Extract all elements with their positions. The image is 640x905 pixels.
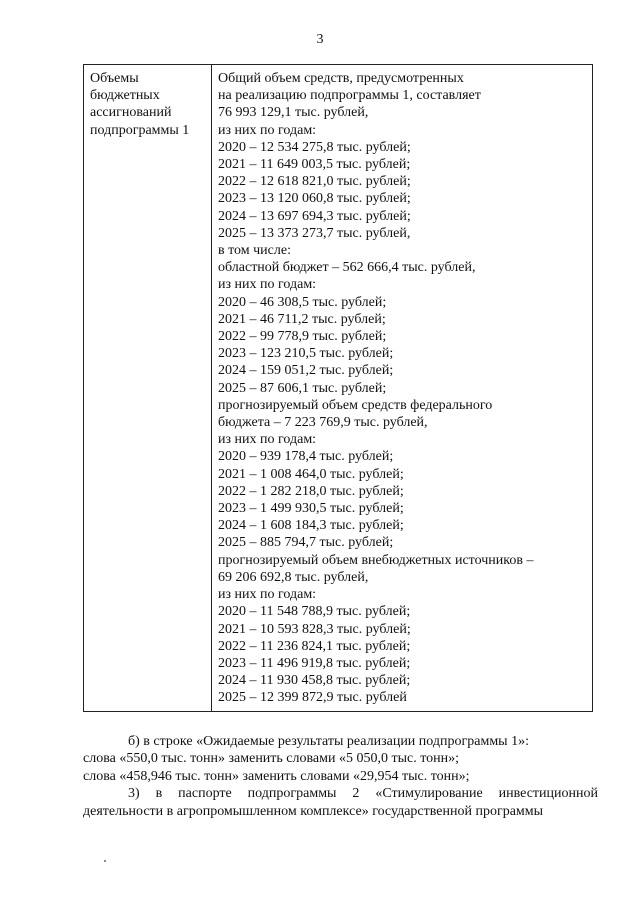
body-paragraph: б) в строке «Ожидаемые результаты реализации подпрограммы 1»: [128,734,529,749]
content-line: из них по годам: [218,277,317,293]
content-line: из них по годам: [218,587,317,603]
budget-table [83,64,593,712]
content-line: 2022 – 11 236 824,1 тыс. рублей; [218,638,411,654]
content-line: бюджета – 7 223 769,9 тыс. рублей, [218,415,428,431]
body-paragraph: слова «550,0 тыс. тонн» заменить словами «5 050,0 тыс. тонн»; [83,751,460,767]
content-line: 69 206 692,8 тыс. рублей, [218,569,369,585]
content-line: 2021 – 10 593 828,3 тыс. рублей; [218,621,411,637]
content-line: 2022 – 99 778,9 тыс. рублей; [218,329,387,345]
content-line: 2020 – 12 534 275,8 тыс. рублей; [218,139,411,155]
scan-speck [104,860,106,862]
content-line: 2021 – 1 008 464,0 тыс. рублей; [218,466,404,482]
content-line: 2022 – 1 282 218,0 тыс. рублей; [218,483,404,499]
content-line: 2022 – 12 618 821,0 тыс. рублей; [218,174,411,190]
content-line: 2020 – 46 308,5 тыс. рублей; [218,294,387,310]
content-line: на реализацию подпрограммы 1, составляет [218,88,481,104]
content-line: 2024 – 1 608 184,3 тыс. рублей; [218,518,404,534]
content-line: прогнозируемый объем внебюджетных источников – [218,552,534,568]
content-line: из них по годам: [218,122,317,138]
content-line: Общий объем средств, предусмотренных [218,71,464,86]
row-label-line: ассигнований [90,105,172,121]
content-line: 2020 – 11 548 788,9 тыс. рублей; [218,604,411,620]
content-line: 2023 – 11 496 919,8 тыс. рублей; [218,655,411,671]
body-paragraph: слова «458,946 тыс. тонн» заменить словами «29,954 тыс. тонн»; [83,768,470,784]
content-line: 2025 – 13 373 273,7 тыс. рублей, [218,225,411,241]
page-number: 3 [316,32,324,47]
row-label-line: бюджетных [90,88,160,104]
row-content-cell [212,65,593,712]
content-line: 2023 – 1 499 930,5 тыс. рублей; [218,501,404,517]
row-label-line: Объемы [90,71,139,86]
body-paragraph: 3) в паспорте подпрограммы 2 «Стимулирование инвестиционной [128,786,598,802]
content-line: 2024 – 13 697 694,3 тыс. рублей; [218,208,411,224]
body-text [83,733,598,820]
body-paragraph: деятельности в агропромышленном комплексе» государственной программы [83,803,544,819]
content-line: 2021 – 11 649 003,5 тыс. рублей; [218,157,411,173]
content-line: 2024 – 159 051,2 тыс. рублей; [218,363,394,379]
content-line: прогнозируемый объем средств федерального [218,397,493,413]
content-line: областной бюджет – 562 666,4 тыс. рублей, [218,260,476,276]
content-line: из них по годам: [218,432,317,448]
row-label-line: подпрограммы 1 [90,122,190,138]
content-line: 2025 – 87 606,1 тыс. рублей; [218,380,387,396]
content-line: 2025 – 12 399 872,9 тыс. рублей [218,690,407,706]
content-line: 2020 – 939 178,4 тыс. рублей; [218,449,394,465]
table-row [84,65,593,712]
row-label-cell [84,65,212,712]
content-line: 2024 – 11 930 458,8 тыс. рублей; [218,673,411,689]
content-line: 2025 – 885 794,7 тыс. рублей; [218,535,394,551]
content-line: 2023 – 123 210,5 тыс. рублей; [218,346,394,362]
content-line: 76 993 129,1 тыс. рублей, [218,105,369,121]
content-line: в том числе: [218,243,291,259]
content-line: 2023 – 13 120 060,8 тыс. рублей; [218,191,411,207]
content-line: 2021 – 46 711,2 тыс. рублей; [218,311,386,327]
